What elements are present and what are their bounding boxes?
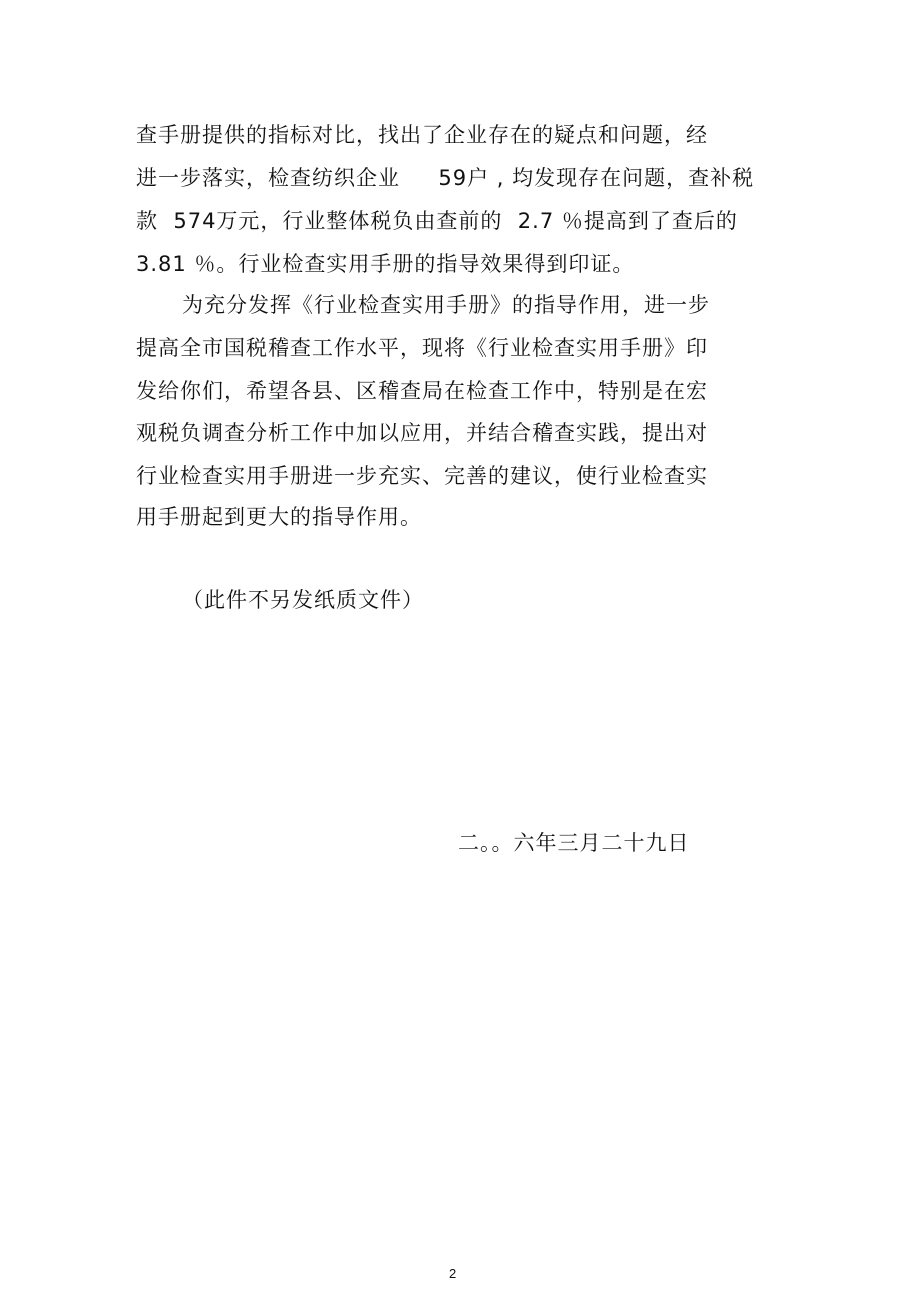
paragraph2-line-3: 发给你们，希望各县、区稽查局在检查工作中，特别是在宏 — [136, 379, 708, 403]
distribution-note: （此件不另发纸质文件） — [182, 588, 424, 612]
paragraph2-line-2: 提高全市国税稽查工作水平，现将《行业检查实用手册》印 — [136, 336, 708, 360]
paragraph2-line-6: 用手册起到更大的指导作用。 — [136, 505, 422, 529]
paragraph1-line-2: 进一步落实，检查纺织企业 59户 , 均发现存在问题，查补税 — [136, 166, 755, 190]
paragraph1-line-1: 查手册提供的指标对比，找出了企业存在的疑点和问题，经 — [136, 123, 708, 147]
page-number: 2 — [449, 1266, 457, 1281]
paragraph1-line-3: 款 574万元，行业整体税负由查前的 2.7 ％提高到了查后的 — [136, 209, 738, 233]
paragraph2-line-4: 观税负调查分析工作中加以应用，并结合稽查实践，提出对 — [136, 421, 708, 445]
paragraph2-line-5: 行业检查实用手册进一步充实、完善的建议，使行业检查实 — [136, 464, 708, 488]
paragraph2-line-1: 为充分发挥《行业检查实用手册》的指导作用，进一步 — [182, 293, 710, 317]
paragraph1-line-4: 3.81 ％。行业检查实用手册的指导效果得到印证。 — [136, 252, 635, 276]
document-date: 二。。六年三月二十九日 — [458, 831, 690, 855]
